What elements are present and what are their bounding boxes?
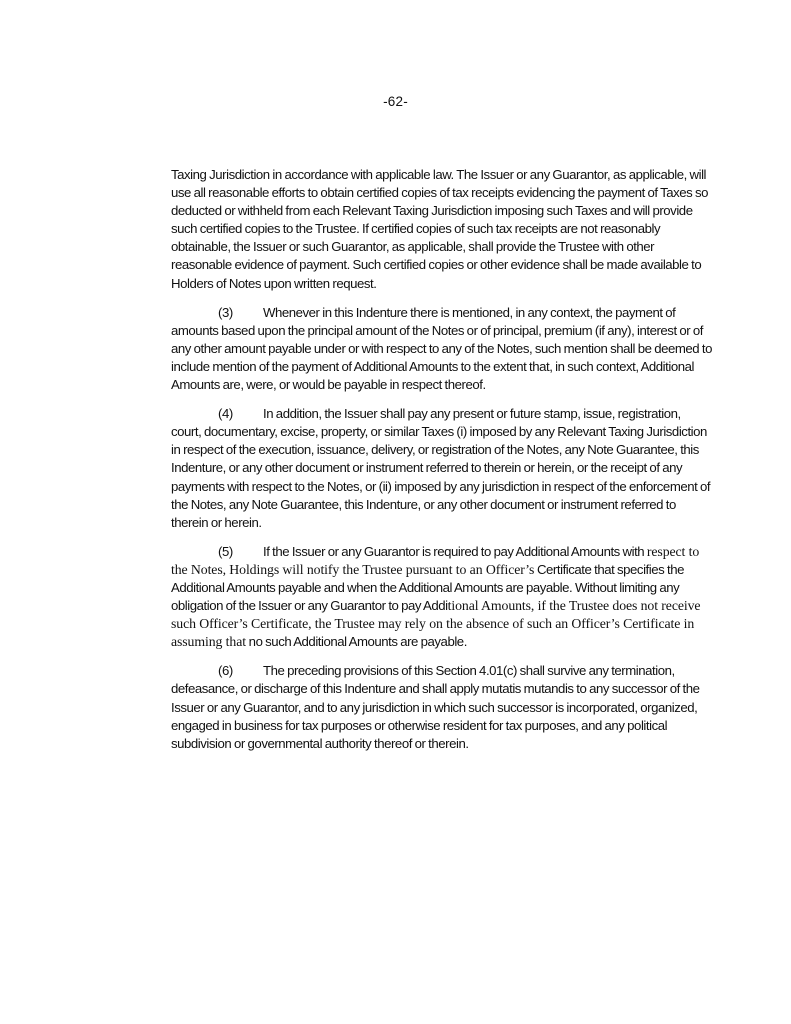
paragraph-number: (3)	[218, 304, 233, 320]
page-number: -62-	[383, 94, 408, 109]
paragraph-text-part-b: respect to the Notes, Holdings will notify the Trustee pursuant to an Officer’s	[171, 543, 700, 577]
paragraph-text-part-a: If the Issuer or any Guarantor is required to pay Additional Amounts with	[263, 543, 647, 559]
paragraph-text: Whenever in this Indenture there is mentioned, in any context, the payment of amounts based upon the principal amount of the Notes or of principal, premium (if any), interest or of any other amount payable under or with respect to any of the Notes, such mention shall be deemed to include mention of the payment of Additional Amounts to the extent that, in such context, Additional Amounts are, were, or would be payable in respect thereof.	[171, 304, 712, 393]
paragraph-text-part-e: no such Additional Amounts are payable.	[245, 634, 467, 650]
paragraph-continued: Taxing Jurisdiction in accordance with applicable law. The Issuer or any Guarantor, as applicable, will use all reasonable efforts to obtain certified copies of tax receipts evidencing the payment of Taxes so deducted or withheld from each Relevant Taxing Jurisdiction imposing such Taxes and will provide such certified copies to the Trustee. If certified copies of such tax receipts are not reasonably obtainable, the Issuer or such Guarantor, as applicable, shall provide the Trustee with other reasonable evidence of payment. Such certified copies or other evidence shall be made available to Holders of Notes upon written request.	[171, 167, 709, 291]
paragraph-4	[171, 405, 712, 532]
paragraph-text: In addition, the Issuer shall pay any present or future stamp, issue, registration, court, documentary, excise, property, or similar Taxes (i) imposed by any Relevant Taxing Jurisdiction in respect of the execution, issuance, delivery, or registration of the Notes, any Note Guarantee, this Indenture, or any other document or instrument referred to therein or herein, or the receipt of any payments with respect to the Notes, or (ii) imposed by any jurisdiction in respect of the enforcement of the Notes, any Note Guarantee, this Indenture, or any other document or instrument referred to therein or herein.	[171, 406, 711, 530]
paragraph-5	[171, 543, 712, 652]
paragraph-number: (6)	[218, 663, 233, 679]
paragraph-3	[171, 304, 712, 394]
paragraph-text-part-d: tional Amounts, if the Trustee does not receive such Officer’s Certificate, the Trustee may rely on the absence of such an Officer’s Certificate in assuming that	[171, 598, 701, 650]
paragraph-number: (5)	[218, 543, 233, 559]
body-text	[171, 166, 712, 764]
paragraph-number: (4)	[218, 406, 233, 422]
paragraph-text-part-c: Certificate that specifies the Additional Amounts payable and when the Additional Amounts are payable. Without limiting any obligation of the Issuer or any Guarantor to pay Addi	[171, 561, 684, 614]
paragraph-text: The preceding provisions of this Section 4.01(c) shall survive any termination, defeasance, or discharge of this Indenture and shall apply mutatis mutandis to any successor of the Issuer or any Guarantor, and to any jurisdiction in which such successor is incorporated, organized, engaged in business for tax purposes or otherwise resident for tax purposes, and any political subdivision or governmental authority thereof or therein.	[171, 663, 700, 751]
paragraph-6	[171, 662, 712, 752]
